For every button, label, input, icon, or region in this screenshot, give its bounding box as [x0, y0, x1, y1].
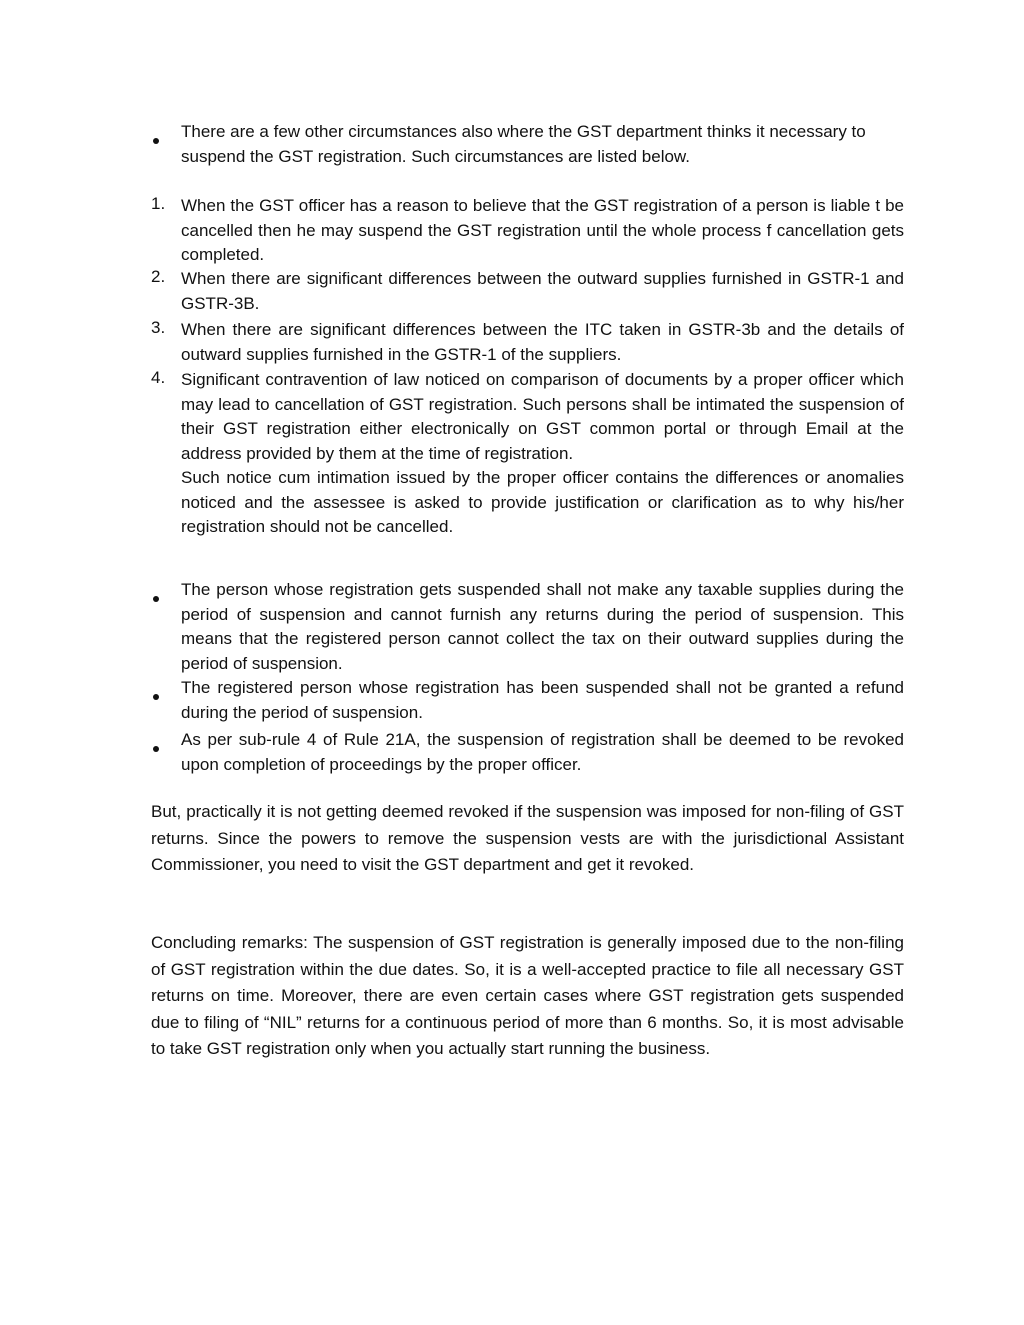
numbered-item-text: When there are significant differences between the ITC taken in GSTR-3b and the details of outward supplies furnished in the GSTR-1 of the suppliers. [181, 320, 904, 364]
item-number: 2. [151, 267, 166, 286]
numbered-item-2 [151, 267, 904, 316]
numbered-item-1 [151, 194, 904, 268]
paragraph-concluding: Concluding remarks: The suspension of GST registration is generally imposed due to the non-filing of GST registration within the due dates. So, it is a well-accepted practice to file all necessary GST returns on time. Moreover, there are even certain cases where GST registration gets suspended due to filing of “NIL” returns for a continuous period of more than 6 months. So, it is most advisable to take GST registration only when you actually start running the business. [151, 933, 904, 1058]
bullet-marker [151, 685, 179, 705]
bullet-text: The person whose registration gets suspended shall not make any taxable supplies during the period of suspension and cannot furnish any returns during the period of suspension. This means that the registered person cannot collect the tax on their outward supplies during the period of suspension. [181, 580, 904, 673]
intro-bullet [151, 120, 904, 169]
notice-text: Such notice cum intimation issued by the proper officer contains the differences or anomalies noticed and the assessee is asked to provide justification or clarification as to why his/her registration should not be cancelled. [181, 468, 904, 536]
bullet-marker [151, 129, 179, 149]
bullet-marker [151, 587, 179, 607]
intro-bullet-text: There are a few other circumstances also where the GST department thinks it necessary to suspend the GST registration. Such circumstances are listed below. [181, 122, 866, 166]
bullet-item-1 [151, 578, 904, 676]
bullet-item-3 [151, 728, 904, 777]
bullet-marker [151, 737, 179, 757]
bullet-item-2 [151, 676, 904, 725]
item-number: 4. [151, 368, 166, 387]
numbered-item-3 [151, 318, 904, 367]
numbered-item-text: When there are significant differences between the outward supplies furnished in GSTR-1 and GSTR-3B. [181, 269, 904, 313]
bullet-text: As per sub-rule 4 of Rule 21A, the suspension of registration shall be deemed to be revoked upon completion of proceedings by the proper officer. [181, 730, 904, 774]
item-number: 1. [151, 194, 166, 213]
bullet-text: The registered person whose registration has been suspended shall not be granted a refund during the period of suspension. [181, 678, 904, 722]
numbered-item-4 [151, 368, 904, 540]
numbered-item-text: When the GST officer has a reason to believe that the GST registration of a person is liable t be cancelled then he may suspend the GST registration until the whole process f cancellation gets completed. [181, 196, 904, 264]
paragraph-practically: But, practically it is not getting deemed revoked if the suspension was imposed for non-filing of GST returns. Since the powers to remove the suspension vests are with the jurisdictional Assistant Commissioner, you need to visit the GST department and get it revoked. [151, 802, 904, 874]
item-number: 3. [151, 318, 166, 337]
numbered-item-text: Significant contravention of law noticed on comparison of documents by a proper officer which may lead to cancellation of GST registration. Such persons shall be intimated the suspension of their GST registration either electronically on GST common portal or through Email at the address provided by them at the time of registration. [181, 370, 904, 463]
